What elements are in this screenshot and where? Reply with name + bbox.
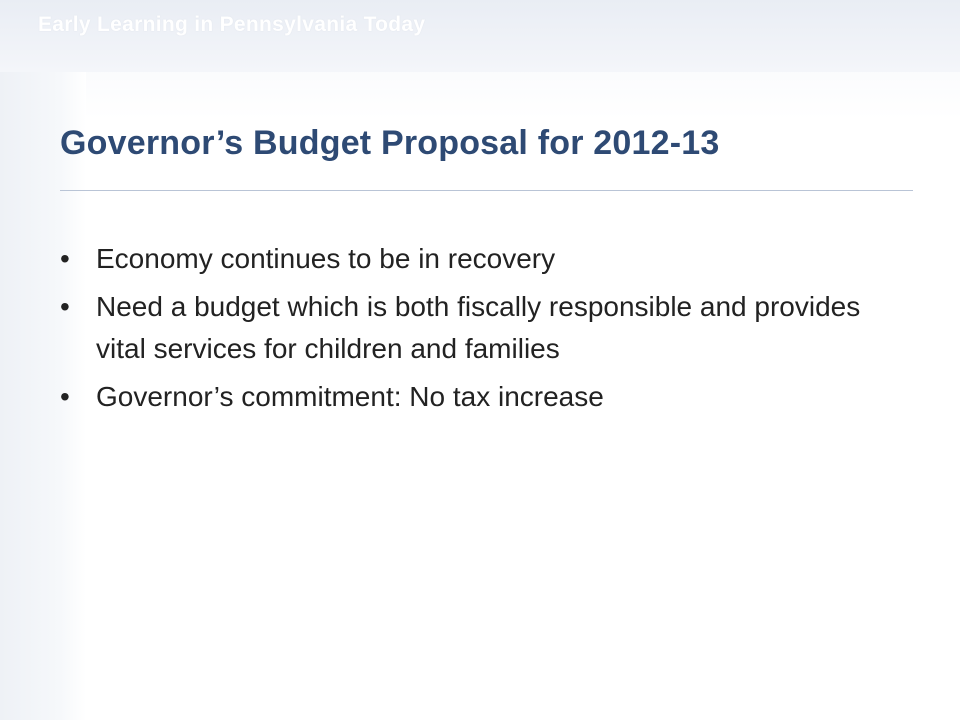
bullet-text: Need a budget which is both fiscally responsible and provides vital services for children and families xyxy=(96,291,861,364)
bullet-item xyxy=(60,286,900,370)
bullet-list xyxy=(60,238,900,424)
title-divider xyxy=(60,190,913,191)
bullet-item xyxy=(60,376,900,418)
bullet-text: Economy continues to be in recovery xyxy=(96,243,556,274)
header-title: Early Learning in Pennsylvania Today xyxy=(38,13,426,36)
bullet-item xyxy=(60,238,900,280)
slide-title: Governor’s Budget Proposal for 2012-13 xyxy=(60,124,720,162)
bullet-dot-icon: • xyxy=(60,381,70,412)
bullet-dot-icon: • xyxy=(60,291,70,322)
bullet-dot-icon: • xyxy=(60,243,70,274)
bullet-text: Governor’s commitment: No tax increase xyxy=(96,381,604,412)
